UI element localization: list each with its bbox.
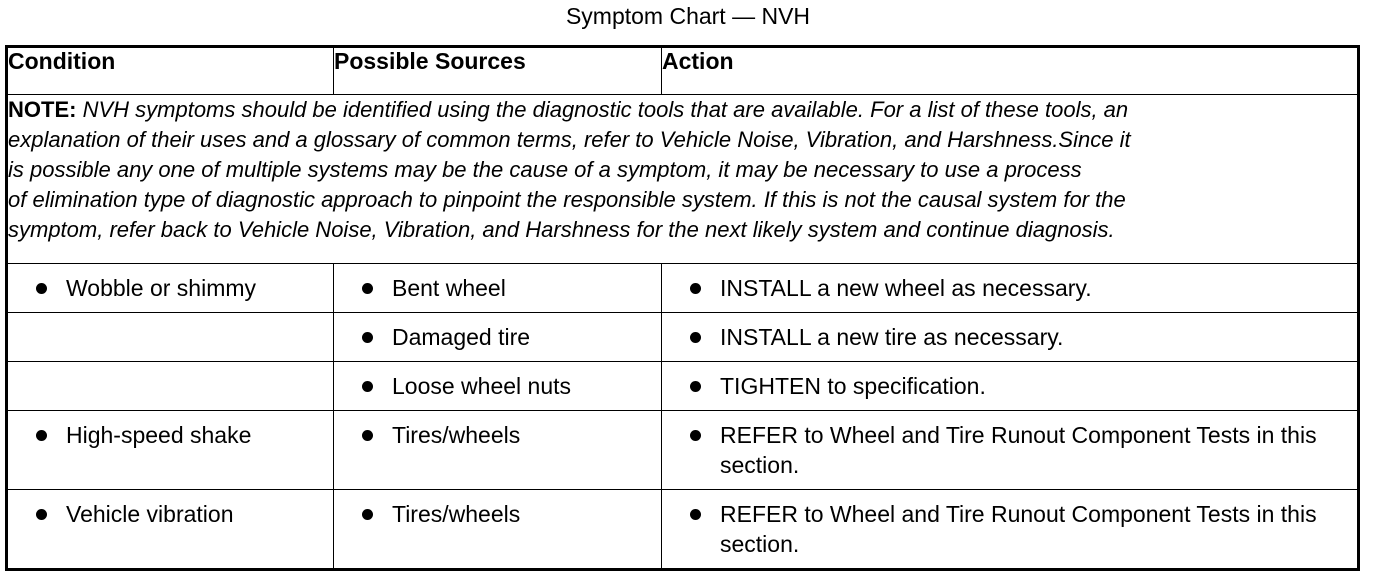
source-text: Loose wheel nuts xyxy=(392,373,572,399)
table-row xyxy=(7,264,1359,313)
condition-cell xyxy=(7,264,334,313)
action-text: INSTALL a new wheel as necessary. xyxy=(720,275,1092,301)
bullet-icon xyxy=(690,509,701,520)
bullet-icon xyxy=(36,509,47,520)
action-cell xyxy=(662,362,1359,411)
table-row xyxy=(7,313,1359,362)
bullet-icon xyxy=(362,332,373,343)
source-cell xyxy=(334,313,662,362)
table-row xyxy=(7,362,1359,411)
bullet-icon xyxy=(690,430,701,441)
condition-cell xyxy=(7,362,334,411)
header-possible-sources: Possible Sources xyxy=(334,47,662,95)
condition-text: High-speed shake xyxy=(66,422,252,448)
note-label: NOTE: xyxy=(8,97,77,122)
action-text: REFER to Wheel and Tire Runout Component Tests in this section. xyxy=(720,501,1317,557)
source-cell xyxy=(334,411,662,490)
bullet-icon xyxy=(362,283,373,294)
header-action: Action xyxy=(662,47,1359,95)
bullet-icon xyxy=(36,283,47,294)
table-row xyxy=(7,490,1359,570)
header-condition: Condition xyxy=(7,47,334,95)
source-text: Tires/wheels xyxy=(392,501,521,527)
condition-cell xyxy=(7,490,334,570)
note-cell xyxy=(7,95,1359,264)
condition-cell xyxy=(7,313,334,362)
source-cell xyxy=(334,264,662,313)
condition-text: Vehicle vibration xyxy=(66,501,234,527)
header-row xyxy=(7,47,1359,95)
action-cell xyxy=(662,411,1359,490)
bullet-icon xyxy=(690,283,701,294)
action-cell xyxy=(662,490,1359,570)
bullet-icon xyxy=(690,332,701,343)
source-cell xyxy=(334,362,662,411)
note-row xyxy=(7,95,1359,264)
bullet-icon xyxy=(362,381,373,392)
source-text: Tires/wheels xyxy=(392,422,521,448)
bullet-icon xyxy=(690,381,701,392)
bullet-icon xyxy=(362,509,373,520)
table-row xyxy=(7,411,1359,490)
chart-title: Symptom Chart — NVH xyxy=(565,3,811,29)
bullet-icon xyxy=(36,430,47,441)
action-text: REFER to Wheel and Tire Runout Component Tests in this section. xyxy=(720,422,1317,478)
action-cell xyxy=(662,264,1359,313)
action-cell xyxy=(662,313,1359,362)
note-text: NVH symptoms should be identified using the diagnostic tools that are available. For a list of these tools, an explanation of their uses and a glossary of common terms, refer to Vehicle Noise, Vibration, and Harshness.Since it is possible any one of multiple systems may be the cause of a symptom, it may be necessary to use a process of elimination type of diagnostic approach to pinpoint the responsible system. If this is not the causal system for the symptom, refer back to Vehicle Noise, Vibration, and Harshness for the next likely system and continue diagnosis. xyxy=(8,97,1131,242)
source-cell xyxy=(334,490,662,570)
source-text: Damaged tire xyxy=(392,324,531,350)
symptom-chart-table xyxy=(5,45,1360,571)
condition-cell xyxy=(7,411,334,490)
source-text: Bent wheel xyxy=(392,275,506,301)
action-text: INSTALL a new tire as necessary. xyxy=(720,324,1064,350)
condition-text: Wobble or shimmy xyxy=(66,275,257,301)
bullet-icon xyxy=(362,430,373,441)
action-text: TIGHTEN to specification. xyxy=(720,373,986,399)
